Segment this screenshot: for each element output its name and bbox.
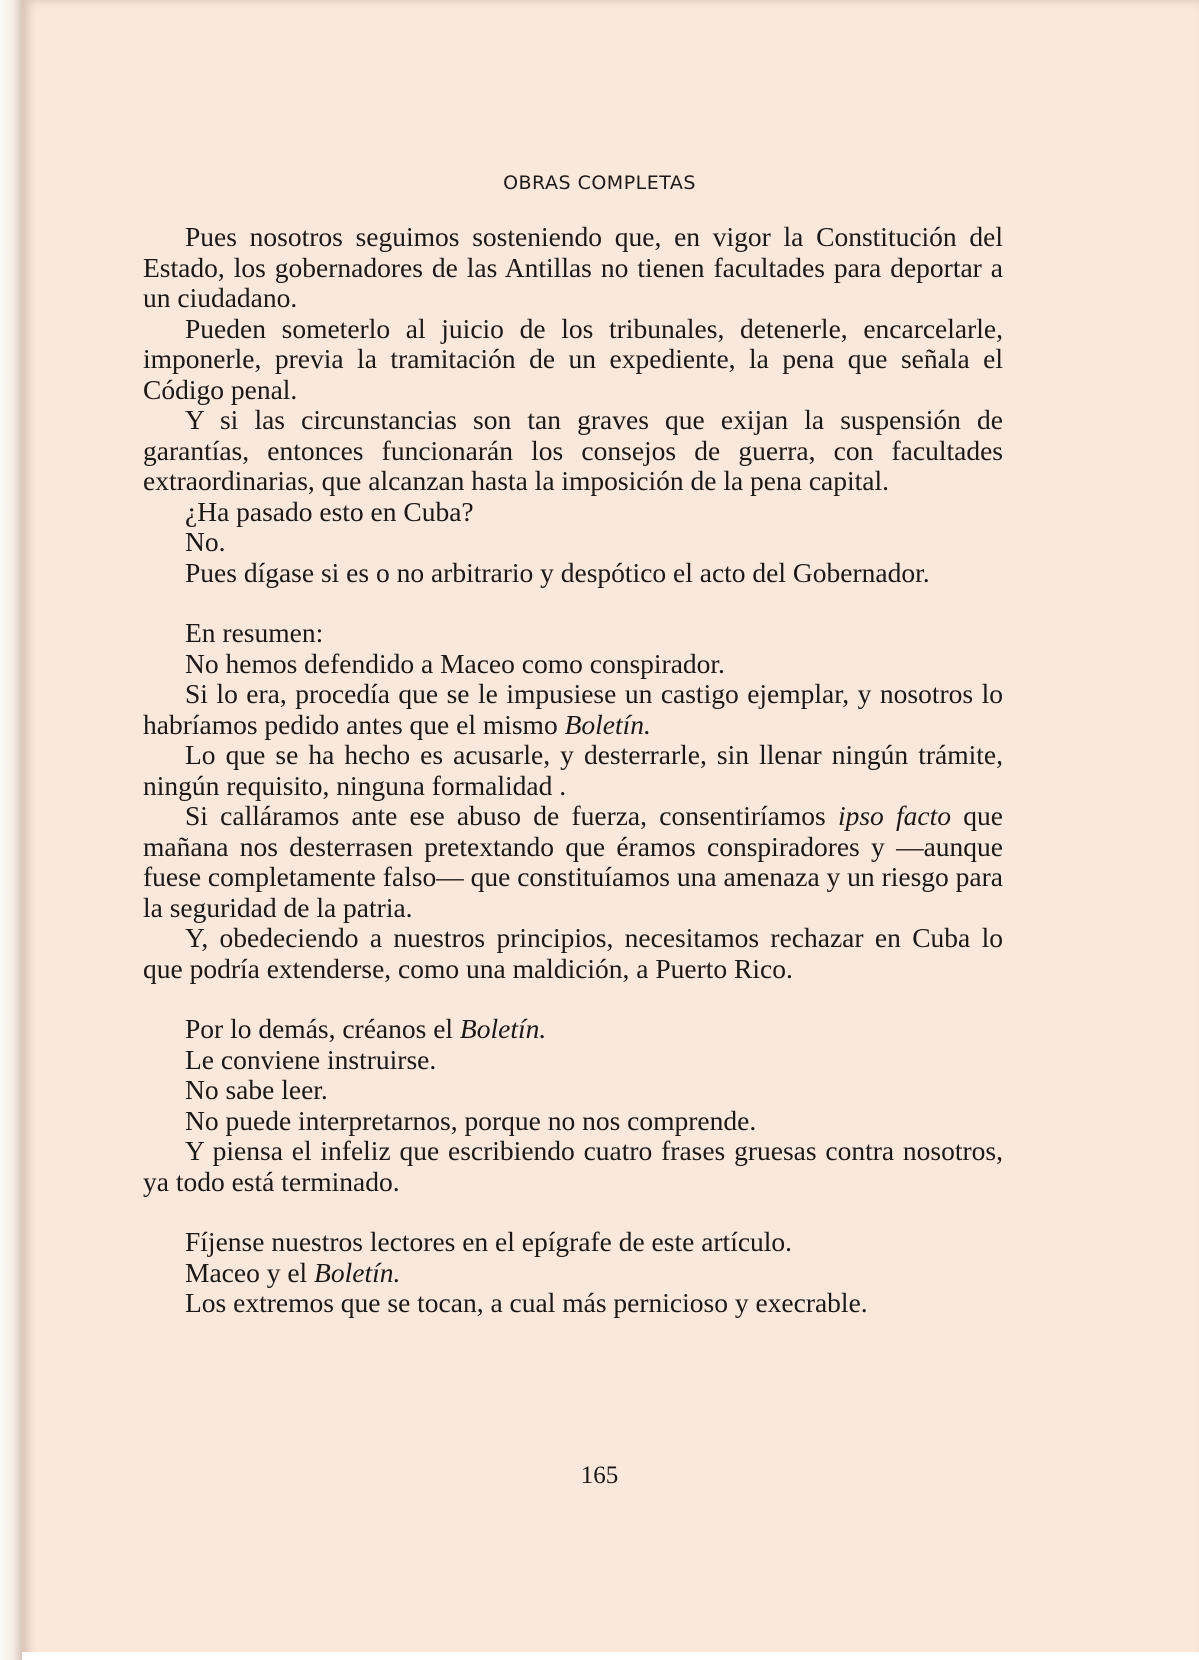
section-break [143, 588, 1003, 618]
paragraph: ¿Ha pasado esto en Cuba? [185, 495, 474, 527]
paragraph-text: Por lo demás, créanos el [185, 1013, 460, 1044]
paragraph: Pues dígase si es o no arbitrario y despótico el acto del Gobernador. [185, 556, 930, 588]
page-left-edge [0, 0, 22, 1660]
paragraph: Pueden someterlo al juicio de los tribunales, detenerle, encarcelarle, imponerle, previa la tramitación de un expediente, la pena que señala el Código penal. [143, 312, 1003, 405]
paragraph-text: Si lo era, procedía que se le impusiese un castigo ejemplar, y nosotros lo habríamos pedido antes que el mismo [143, 678, 1003, 740]
paragraph: Los extremos que se tocan, a cual más pernicioso y execrable. [185, 1287, 868, 1318]
page-bottom-edge [22, 1652, 1199, 1660]
paragraph: Y si las circunstancias son tan graves que exijan la suspensión de garantías, entonces funcionarán los consejos de guerra, con facultades extraordinarias, que alcanzan hasta la imposición de la pena capital. [143, 404, 1003, 496]
paragraph: No. [185, 526, 226, 557]
paragraph: No puede interpretarnos, porque no nos comprende. [185, 1104, 757, 1136]
paragraph: Lo que se ha hecho es acusarle, y desterrarle, sin llenar ningún trámite, ningún requisito, ninguna formalidad . [143, 739, 1003, 801]
paragraph-text: Maceo y el [185, 1256, 315, 1288]
page-number: 165 [580, 1462, 619, 1489]
paragraph: Pues nosotros seguimos sosteniendo que, en vigor la Constitución del Estado, los gobernadores de las Antillas no tienen facultades para deportar a un ciudadano. [143, 221, 1003, 313]
italic-title: Boletín. [314, 1256, 401, 1288]
italic-phrase: ipso facto [837, 800, 952, 831]
page-body [143, 222, 1003, 1319]
paragraph [143, 1258, 1003, 1289]
paragraph-text: que mañana nos desterrasen pretextando que éramos conspiradores y —aunque fuese completamente falso— que constituíamos una amenaza y un riesgo para la seguridad de la patria. [143, 800, 1003, 923]
paragraph: Le conviene instruirse. [185, 1043, 437, 1075]
paragraph: No hemos defendido a Maceo como conspirador. [185, 647, 725, 679]
paragraph: No sabe leer. [185, 1074, 328, 1105]
paragraph: Y piensa el infeliz que escribiendo cuatro frases gruesas contra nosotros, ya todo está terminado. [143, 1135, 1003, 1197]
paragraph [143, 679, 1003, 740]
paragraph [143, 801, 1003, 923]
paragraph: Fíjense nuestros lectores en el epígrafe de este artículo. [185, 1226, 793, 1257]
italic-title: Boletín. [564, 708, 651, 740]
paragraph: En resumen: [185, 617, 324, 648]
running-header: OBRAS COMPLETAS [503, 172, 696, 194]
paragraph: Y, obedeciendo a nuestros principios, necesitamos rechazar en Cuba lo que podría extenderse, como una maldición, a Puerto Rico. [143, 922, 1003, 984]
paragraph [143, 1014, 1003, 1045]
italic-title: Boletín. [459, 1013, 547, 1044]
paragraph-text: Si calláramos ante ese abuso de fuerza, consentiríamos [185, 800, 838, 831]
section-break [143, 984, 1003, 1014]
section-break [143, 1197, 1003, 1227]
